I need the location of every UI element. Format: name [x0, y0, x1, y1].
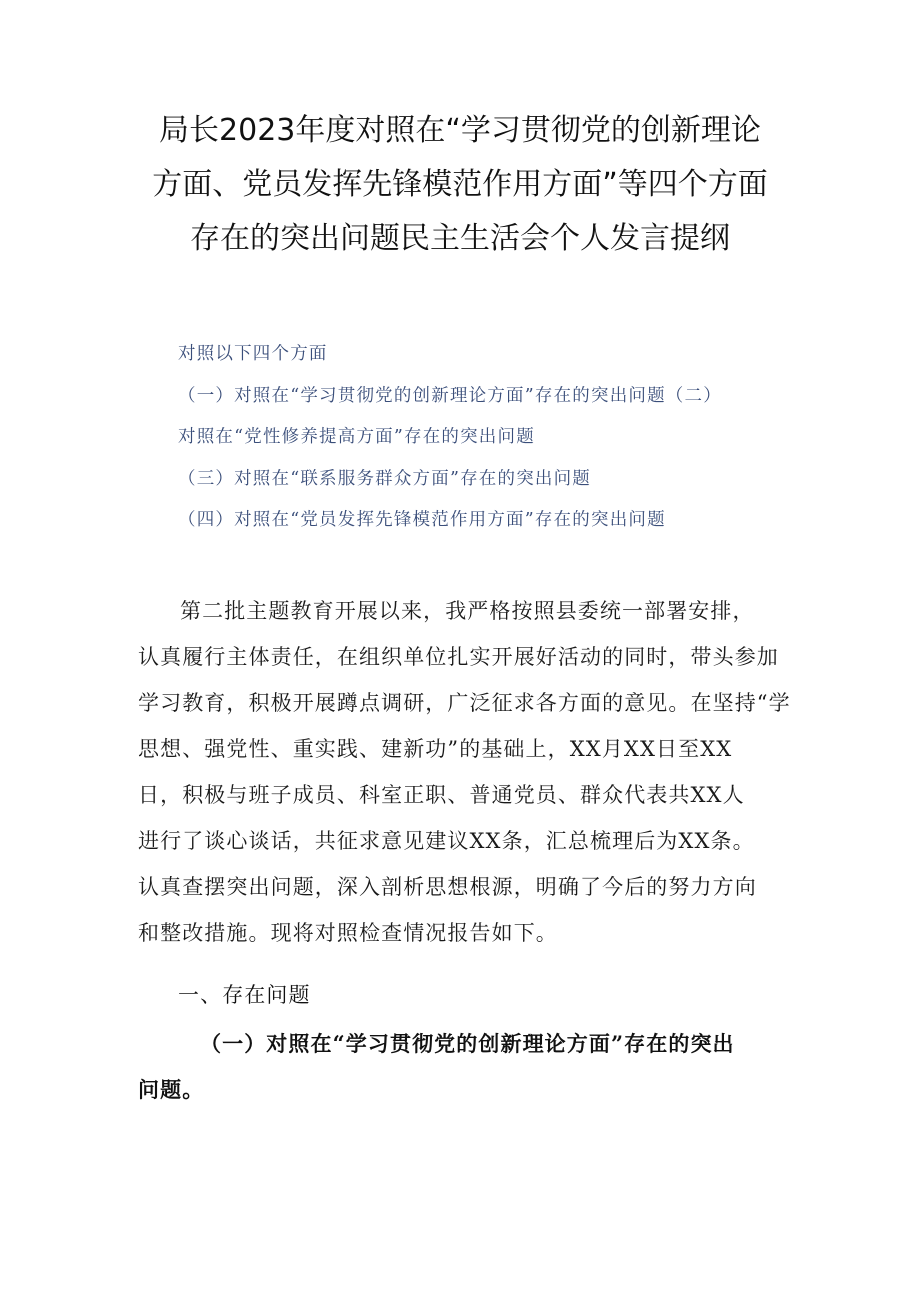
title-line-2: 方面、党员发挥先锋模范作用方面”等四个方面	[152, 167, 768, 202]
subsection-line-2: 问题。	[138, 1077, 205, 1102]
section-heading-text: 一、存在问题	[178, 983, 311, 1007]
body-paragraph	[138, 588, 798, 956]
body-line-4: 思想、强党性、重实践、建新功”的基础上，XX月XX日至XX	[138, 737, 733, 761]
title-line-3: 存在的突出问题民主生活会个人发言提纲	[190, 221, 730, 256]
body-line-5: 日，积极与班子成员、科室正职、普通党员、群众代表共XX人	[138, 783, 745, 807]
subsection-line-1: （一）对照在“学习贯彻党的创新理论方面”存在的突出	[200, 1031, 735, 1056]
body-line-2: 认真履行主体责任，在组织单位扎实开展好活动的同时，带头参加	[138, 645, 779, 669]
toc-item-3[interactable]: （三）对照在“联系服务群众方面”存在的突出问题	[178, 468, 591, 489]
subsection-heading	[138, 1021, 818, 1113]
toc-item-2[interactable]: 对照在“党性修养提高方面”存在的突出问题	[178, 427, 535, 447]
table-of-contents	[138, 334, 858, 542]
toc-item-4[interactable]: （四）对照在“党员发挥先锋模范作用方面”存在的突出问题	[178, 510, 666, 530]
section-heading	[138, 972, 818, 1018]
body-line-3: 学习教育，积极开展蹲点调研，广泛征求各方面的意见。在坚持“学	[138, 691, 791, 715]
body-line-8: 和整改措施。现将对照检查情况报告如下。	[138, 921, 558, 945]
toc-item-1[interactable]: （一）对照在“学习贯彻党的创新理论方面”存在的突出问题（二）	[178, 385, 722, 406]
body-line-6: 进行了谈心谈话，共征求意见建议XX条，汇总梳理后为XX条。	[138, 829, 755, 853]
body-line-7: 认真查摆突出问题，深入剖析思想根源，明确了今后的努力方向	[138, 875, 757, 899]
title-line-1: 局长2023年度对照在“学习贯彻党的创新理论	[159, 113, 761, 148]
body-line-1: 第二批主题教育开展以来，我严格按照县委统一部署安排，	[180, 599, 755, 623]
document-title	[60, 104, 860, 266]
toc-intro[interactable]: 对照以下四个方面	[178, 344, 328, 364]
